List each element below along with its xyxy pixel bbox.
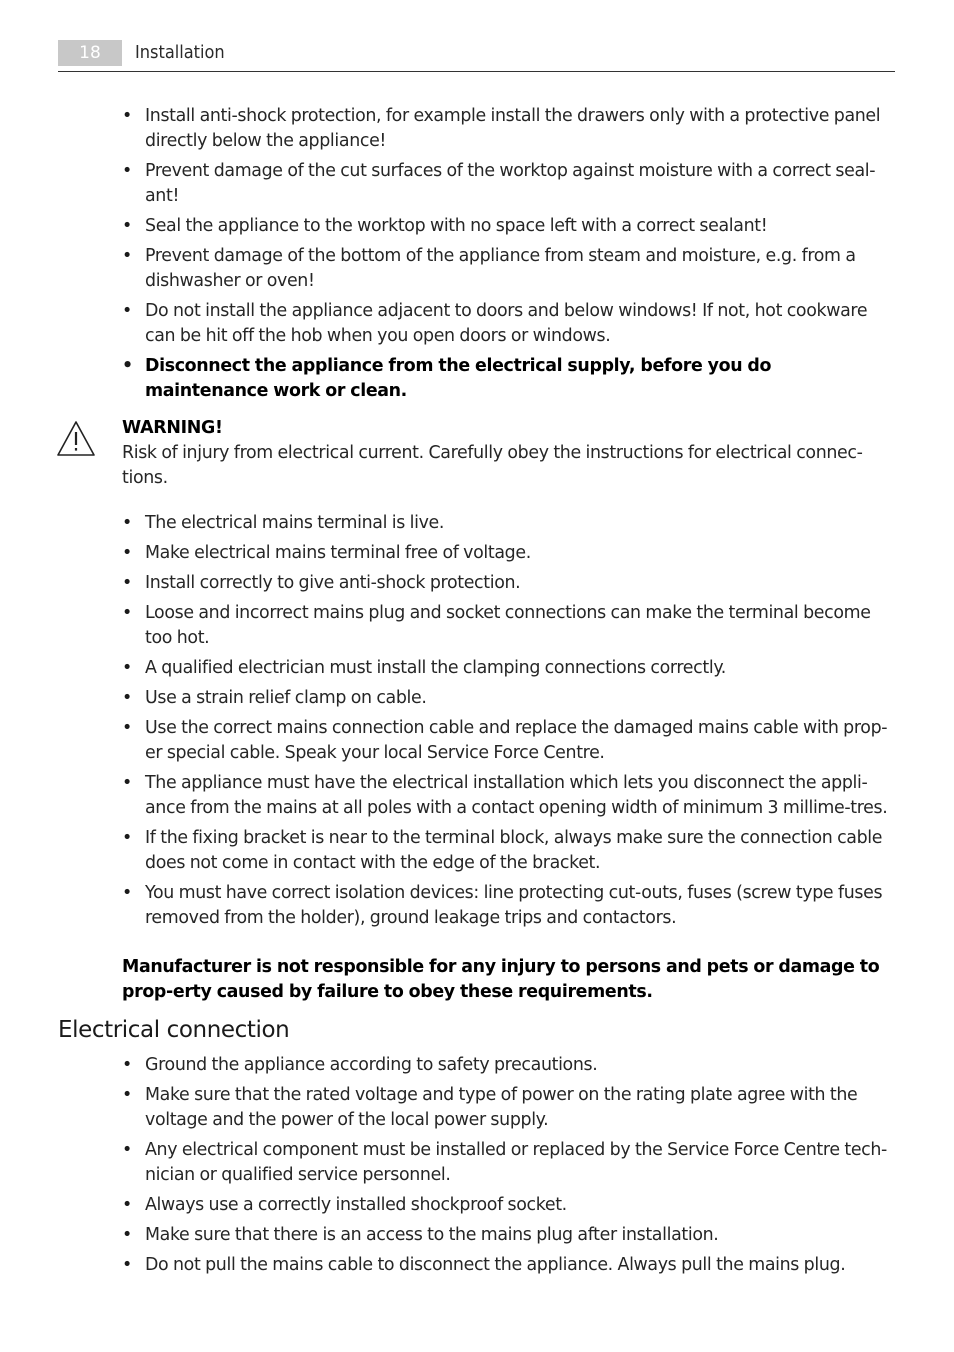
electrical-safety-list (122, 511, 897, 931)
list-item: • Use a strain relief clamp on cable. (122, 686, 897, 711)
section-heading: Electrical connection (58, 1017, 290, 1043)
page-header (58, 40, 895, 72)
list-item: • Prevent damage of the bottom of the appliance from steam and moisture, e.g. from a dishwasher or oven! (122, 244, 897, 294)
list-item: • The electrical mains terminal is live. (122, 511, 897, 536)
list-item: • Install anti-shock protection, for example install the drawers only with a protective panel directly below the appliance! (122, 104, 897, 154)
list-item: • Make sure that there is an access to the mains plug after installation. (122, 1223, 897, 1248)
list-item: • Ground the appliance according to safety precautions. (122, 1053, 897, 1078)
electrical-connection-list (122, 1053, 897, 1283)
list-item: • Make sure that the rated voltage and type of power on the rating plate agree with the voltage and the power of the local power supply. (122, 1083, 897, 1133)
list-item: • Use the correct mains connection cable and replace the damaged mains cable with prop-er special cable. Speak your local Service Force Centre. (122, 716, 897, 766)
list-item: • The appliance must have the electrical installation which lets you disconnect the appli-ance from the mains at all poles with a contact opening width of minimum 3 millime-tres. (122, 771, 897, 821)
warning-text: Risk of injury from electrical current. Carefully obey the instructions for electrical connec-tions. (122, 443, 863, 488)
list-item: • Seal the appliance to the worktop with no space left with a correct sealant! (122, 214, 897, 239)
page-section-title: Installation (135, 42, 225, 63)
list-item: • Make electrical mains terminal free of voltage. (122, 541, 897, 566)
list-item: • Loose and incorrect mains plug and socket connections can make the terminal become too hot. (122, 601, 897, 651)
list-item: • Do not install the appliance adjacent to doors and below windows! If not, hot cookware can be hit off the hob when you open doors or windows. (122, 299, 897, 349)
warning-title: WARNING! (122, 418, 223, 438)
list-item: • A qualified electrician must install the clamping connections correctly. (122, 656, 897, 681)
list-item: • Do not pull the mains cable to disconnect the appliance. Always pull the mains plug. (122, 1253, 897, 1278)
manufacturer-note: Manufacturer is not responsible for any injury to persons and pets or damage to prop-erty caused by failure to obey these requirements. (122, 957, 880, 1002)
list-item: • You must have correct isolation devices: line protecting cut-outs, fuses (screw type fuses removed from the holder), ground leakage trips and contactors. (122, 881, 897, 931)
list-item: • Prevent damage of the cut surfaces of the worktop against moisture with a correct seal-ant! (122, 159, 897, 209)
list-item: • If the fixing bracket is near to the terminal block, always make sure the connection cable does not come in contact with the edge of the bracket. (122, 826, 897, 876)
list-item: • Disconnect the appliance from the electrical supply, before you do maintenance work or clean. (122, 354, 897, 404)
list-item: • Install correctly to give anti-shock protection. (122, 571, 897, 596)
warning-triangle-icon (56, 420, 96, 458)
page-number: 18 (58, 40, 122, 66)
list-item: • Any electrical component must be installed or replaced by the Service Force Centre tech-nician or qualified service personnel. (122, 1138, 897, 1188)
precautions-list (122, 104, 897, 409)
list-item: • Always use a correctly installed shockproof socket. (122, 1193, 897, 1218)
